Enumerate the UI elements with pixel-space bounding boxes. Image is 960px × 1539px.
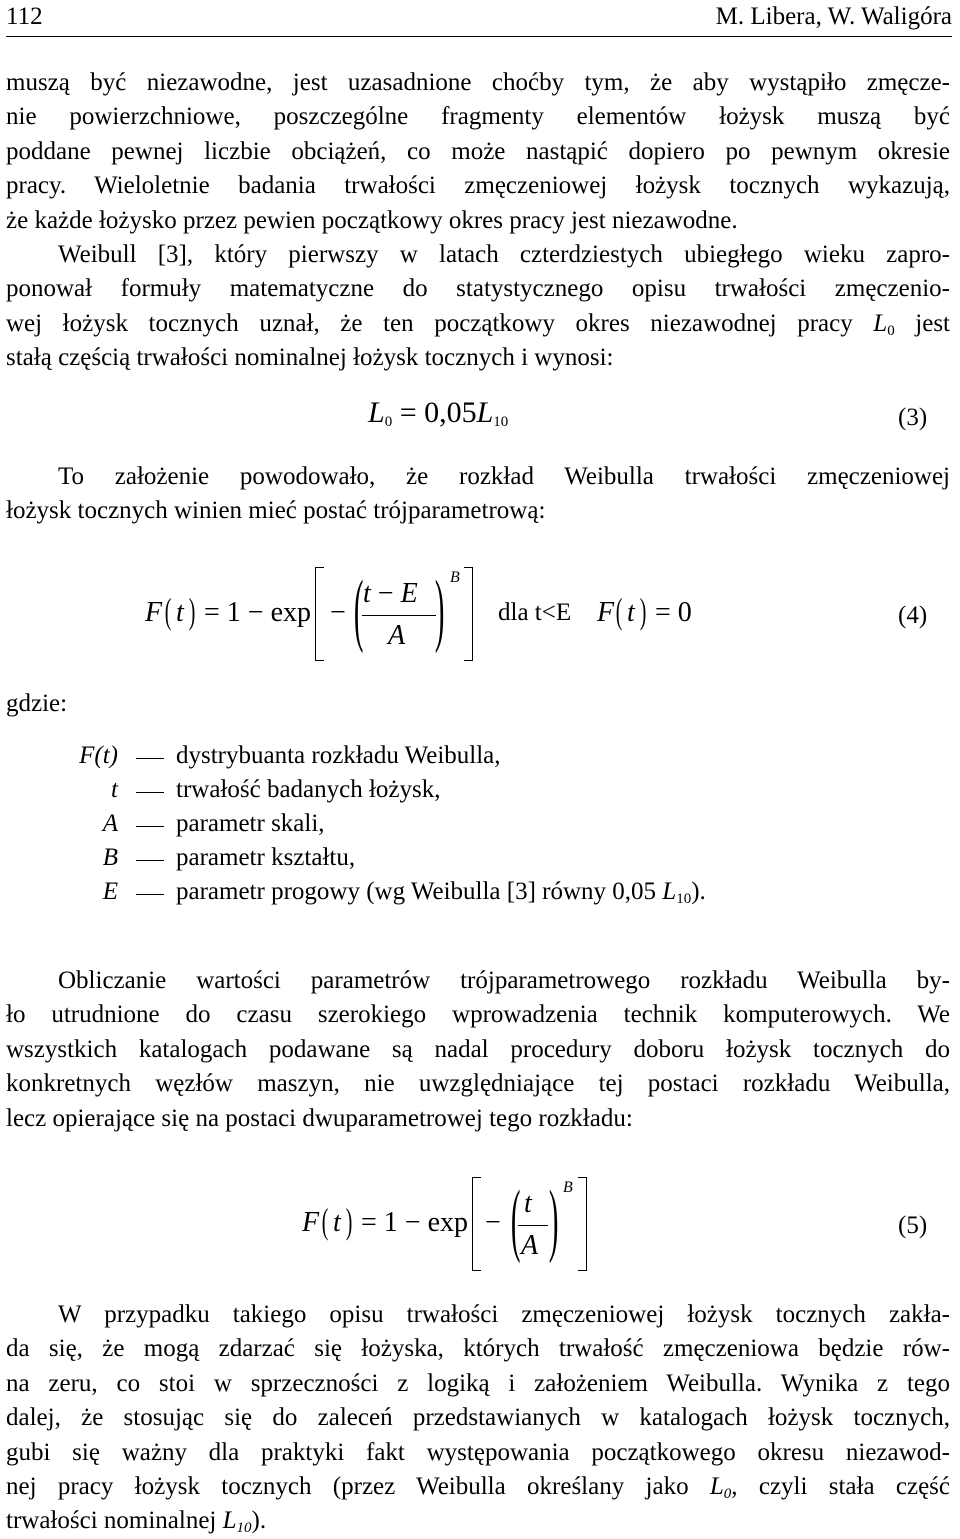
text-line: Weibull [3], który pierwszy w latach czterdziestych ubiegłego wieku zapro- — [58, 241, 950, 268]
text-line: ło utrudnione do czasu szerokiego wprowadzenia technik komputerowych. We — [6, 1001, 950, 1029]
paragraph-3 — [6, 460, 950, 529]
text-line: stałą częścią trwałości nominalnej łożysk tocznych i wynosi: — [6, 344, 614, 372]
text-line: lecz opierające się na postaci dwuparametrowej tego rozkładu: — [6, 1104, 633, 1132]
equation-number: (3) — [898, 404, 928, 431]
text-line: muszą być niezawodne, jest uzasadnione choćby tym, że aby wystąpiło zmęcze- — [6, 69, 950, 96]
paragraph-1 — [6, 66, 950, 238]
equation-number: (4) — [898, 602, 928, 629]
text-line: poddane pewnej liczbie obciążeń, co może nastąpić dopiero po pewnym okresie — [6, 137, 950, 165]
where-label: gdzie: — [6, 690, 68, 717]
text-line: Obliczanie wartości parametrów trójparametrowego rozkładu Weibulla by- — [58, 967, 950, 994]
text-line: da się, że mogą zdarzać się łożyska, których trwałość zmęczeniowa będzie rów- — [6, 1335, 950, 1363]
text-line: wej łożysk tocznych uznał, że ten początkowy okres niezawodnej pracy $L_0$ jest — [6, 309, 950, 339]
running-head-authors: M. Libera, W. Waligóra — [715, 3, 952, 30]
paragraph-2 — [6, 238, 950, 376]
text-line: trwałości nominalnej $L_{10}$). — [6, 1507, 267, 1537]
text-line: na zeru, co stoi w sprzeczności z logiką i założeniem Weibulla. Wynika z tego — [6, 1369, 950, 1397]
text-line: konkretnych węzłów maszyn, nie uwzględniające tej postaci rozkładu Weibulla, — [6, 1070, 950, 1098]
page-number: 112 — [6, 3, 43, 30]
text-line: W przypadku takiego opisu trwałości zmęczeniowej łożysk tocznych zakła- — [58, 1301, 950, 1328]
text-line: nej pracy łożysk tocznych (przez Weibulla określany jako $L_0$, czyli stała część — [6, 1473, 950, 1503]
text-line: że każde łożysko przez pewien początkowy okres pracy jest niezawodne. — [6, 206, 738, 234]
text-line: nie powierzchniowe, poszczególne fragmenty elementów łożysk muszą być — [6, 103, 950, 131]
page-header — [6, 2, 952, 37]
equation-4: F ( t ) = 1 − exp − ( t − E A ) B dla t<E F ( t ) = 0 — [0, 0, 960, 1539]
text-line: To założenie powodowało, że rozkład Weibulla trwałości zmęczeniowej — [58, 463, 950, 490]
equation-5: F ( t ) = 1 − exp − ( t A ) B — [0, 0, 960, 1539]
text-line: łożysk tocznych winien mieć postać trójparametrową: — [6, 497, 546, 525]
text-line: gubi się ważny dla praktyki fakt występowania początkowego okresu niezawod- — [6, 1438, 950, 1466]
text-line: dalej, że stosując się do zaleceń przedstawianych w katalogach łożysk tocznych, — [6, 1404, 950, 1432]
equation-3: $L_0 = 0,05L_{10}$ — [368, 396, 509, 430]
paragraph-5 — [6, 1298, 950, 1539]
text-line: ponował formuły matematyczne do statystycznego opisu trwałości zmęczenio- — [6, 275, 950, 303]
paragraph-4 — [6, 964, 950, 1136]
text-line: pracy. Wieloletnie badania trwałości zmęczeniowej łożysk tocznych wykazują, — [6, 172, 950, 200]
equation-number: (5) — [898, 1212, 928, 1239]
text-line: wszystkich katalogach podawane są nadal procedury doboru łożysk tocznych do — [6, 1035, 950, 1063]
